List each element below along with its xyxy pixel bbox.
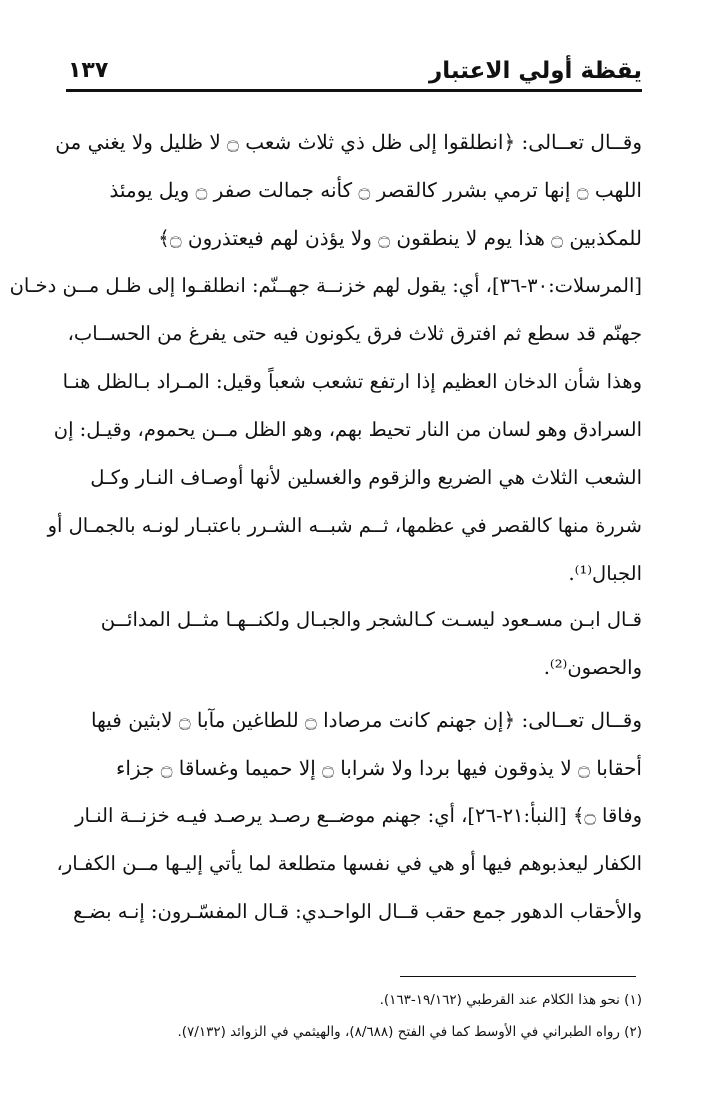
text-line: والأحقاب الدهور جمع حقب قــال الواحـدي: قـال المفسّـرون: إنـه بضـع <box>73 900 642 923</box>
text-line: الشعب الثلاث هي الضريع والزقوم والغسلين لأنها أوصـاف النـار وكـل <box>90 466 642 489</box>
text-line: وقــال تعــالى: ﴿إن جهنم كانت مرصادا ۝ للطاغين مآبا ۝ لابثين فيها <box>90 708 642 732</box>
text-line: للمكذبين ۝ هذا يوم لا ينطقون ۝ ولا يؤذن لهم فيعتذرون ۝﴾ <box>158 226 642 250</box>
running-title: يقظة أولي الاعتبار <box>428 58 642 84</box>
page-number: ١٣٧ <box>68 58 109 83</box>
text-line: [المرسلات:٣٠-٣٦]، أي: يقول لهم خزنــة جهــنّم: انطلقـوا إلى ظـل مــن دخـان <box>9 274 642 297</box>
paragraph-3 <box>56 696 642 936</box>
text-line: جهنّم قد سطع ثم افترق ثلاث فرق يكونون فيه حتى يفرغ من الحســاب، <box>67 322 642 345</box>
text-line: وهذا شأن الدخان العظيم إذا ارتفع تشعب شعباً وقيل: المـراد بـالظل هنـا <box>62 370 642 393</box>
text-line: الكفار ليعذبوهم فيها أو هي في نفسها متطلعة لما يأتي إليـها مــن الكفـار، <box>56 852 642 875</box>
paragraph-1 <box>9 118 642 598</box>
text-line: والحصون⁽²⁾. <box>543 656 642 679</box>
header-rule <box>66 89 642 92</box>
footnote-1: (١) نحو هذا الكلام عند القرطبي (١٩/١٦٢-١٦٣). <box>379 992 642 1008</box>
footnote-2: (٢) رواه الطبراني في الأوسط كما في الفتح (٨/٦٨٨)، والهيثمي في الزوائد (٧/١٣٢). <box>177 1024 642 1040</box>
text-line: اللهب ۝ إنها ترمي بشرر كالقصر ۝ كأنه جمالت صفر ۝ ويل يومئذ <box>109 178 642 202</box>
footnote-separator <box>400 976 636 977</box>
text-line: الجبال⁽¹⁾. <box>568 562 642 585</box>
text-line: السرادق وهو لسان من النار تحيط بهم، وهو الظل مــن يحموم، وقيـل: إن <box>53 418 642 441</box>
paragraph-2 <box>66 596 642 692</box>
text-line: قـال ابـن مسـعود ليسـت كـالشجر والجبـال ولكنــهـا مثــل المدائــن <box>100 608 642 631</box>
text-line: شررة منها كالقصر في عظمها، ثــم شبــه الشـرر باعتبـار لونـه بالجمـال أو <box>47 514 642 537</box>
text-line: أحقابا ۝ لا يذوقون فيها بردا ولا شرابا ۝ إلا حميما وغساقا ۝ جزاء <box>115 756 642 780</box>
text-line: وفاقا ۝﴾ [النبأ:٢١-٢٦]، أي: جهنم موضــع رصـد يرصـد فيـه خزنــة النـار <box>75 804 642 827</box>
text-line: وقــال تعــالى: ﴿انطلقوا إلى ظل ذي ثلاث شعب ۝ لا ظليل ولا يغني من <box>55 130 642 154</box>
page-header <box>66 52 642 92</box>
